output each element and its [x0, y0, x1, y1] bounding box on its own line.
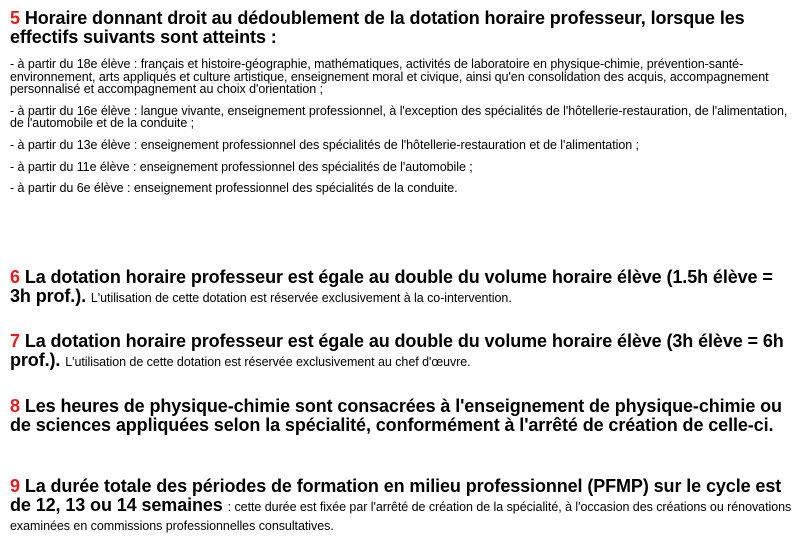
note-number: 5	[10, 8, 20, 28]
list-item: - à partir du 13e élève : enseignement professionnel des spécialités de l'hôtellerie-restauration et de l'alimentation ;	[10, 137, 640, 152]
note-5	[10, 9, 794, 204]
note-7	[10, 332, 794, 370]
note-number: 6	[10, 267, 20, 287]
list-item: - à partir du 18e élève : français et histoire-géographie, mathématiques, activités de laboratoire en physique-chimie, prévention-santé-environnement, arts appliqués et culture artistique, enseignement moral et civique, ainsi qu'en consolidation des acquis, accompagnement personnalisé et accompagnement au choix d'orientation ;	[10, 57, 769, 97]
note-detail-text: L'utilisation de cette dotation est réservée exclusivement à la co-intervention.	[90, 291, 512, 305]
list-item: - à partir du 11e élève : enseignement professionnel des spécialités de l'automobile ;	[10, 159, 473, 174]
note-heading-text: La durée totale des périodes de formation en milieu professionnel (PFMP) sur le cycle est de 12, 13 ou 14 semaines	[10, 476, 782, 515]
threshold-list	[10, 58, 794, 195]
note-detail-text: L'utilisation de cette dotation est réservée exclusivement au chef d'œuvre.	[65, 355, 471, 369]
note-6	[10, 268, 794, 306]
note-heading-text: La dotation horaire professeur est égale au double du volume horaire élève (3h élève = 6h prof.).	[10, 331, 784, 370]
note-heading-text: Les heures de physique-chimie sont consacrées à l'enseignement de physique-chimie ou de sciences appliquées selon la spécialité, conformément à l'arrêté de création de celle-ci.	[10, 396, 782, 435]
note-heading-text: Horaire donnant droit au dédoublement de la dotation horaire professeur, lorsque les effectifs suivants sont atteints :	[10, 8, 745, 47]
note-9	[10, 477, 794, 534]
list-item: - à partir du 6e élève : enseignement professionnel des spécialités de la conduite.	[10, 181, 458, 196]
note-detail-text: : cette durée est fixée par l'arrêté de création de la spécialité, à l'occasion des créations ou rénovations examinées en commissions professionnelles consultatives.	[10, 500, 792, 533]
note-number: 9	[10, 476, 20, 496]
list-item: - à partir du 16e élève : langue vivante, enseignement professionnel, à l'exception des spécialités de l'hôtellerie-restauration, de l'alimentation, de l'automobile et de la conduite ;	[10, 103, 788, 131]
note-number: 8	[10, 396, 20, 416]
note-5-heading	[10, 9, 794, 47]
note-number: 7	[10, 331, 20, 351]
note-heading-text: La dotation horaire professeur est égale au double du volume horaire élève (1.5h élève = 3h prof.).	[10, 267, 773, 306]
note-8	[10, 397, 794, 435]
